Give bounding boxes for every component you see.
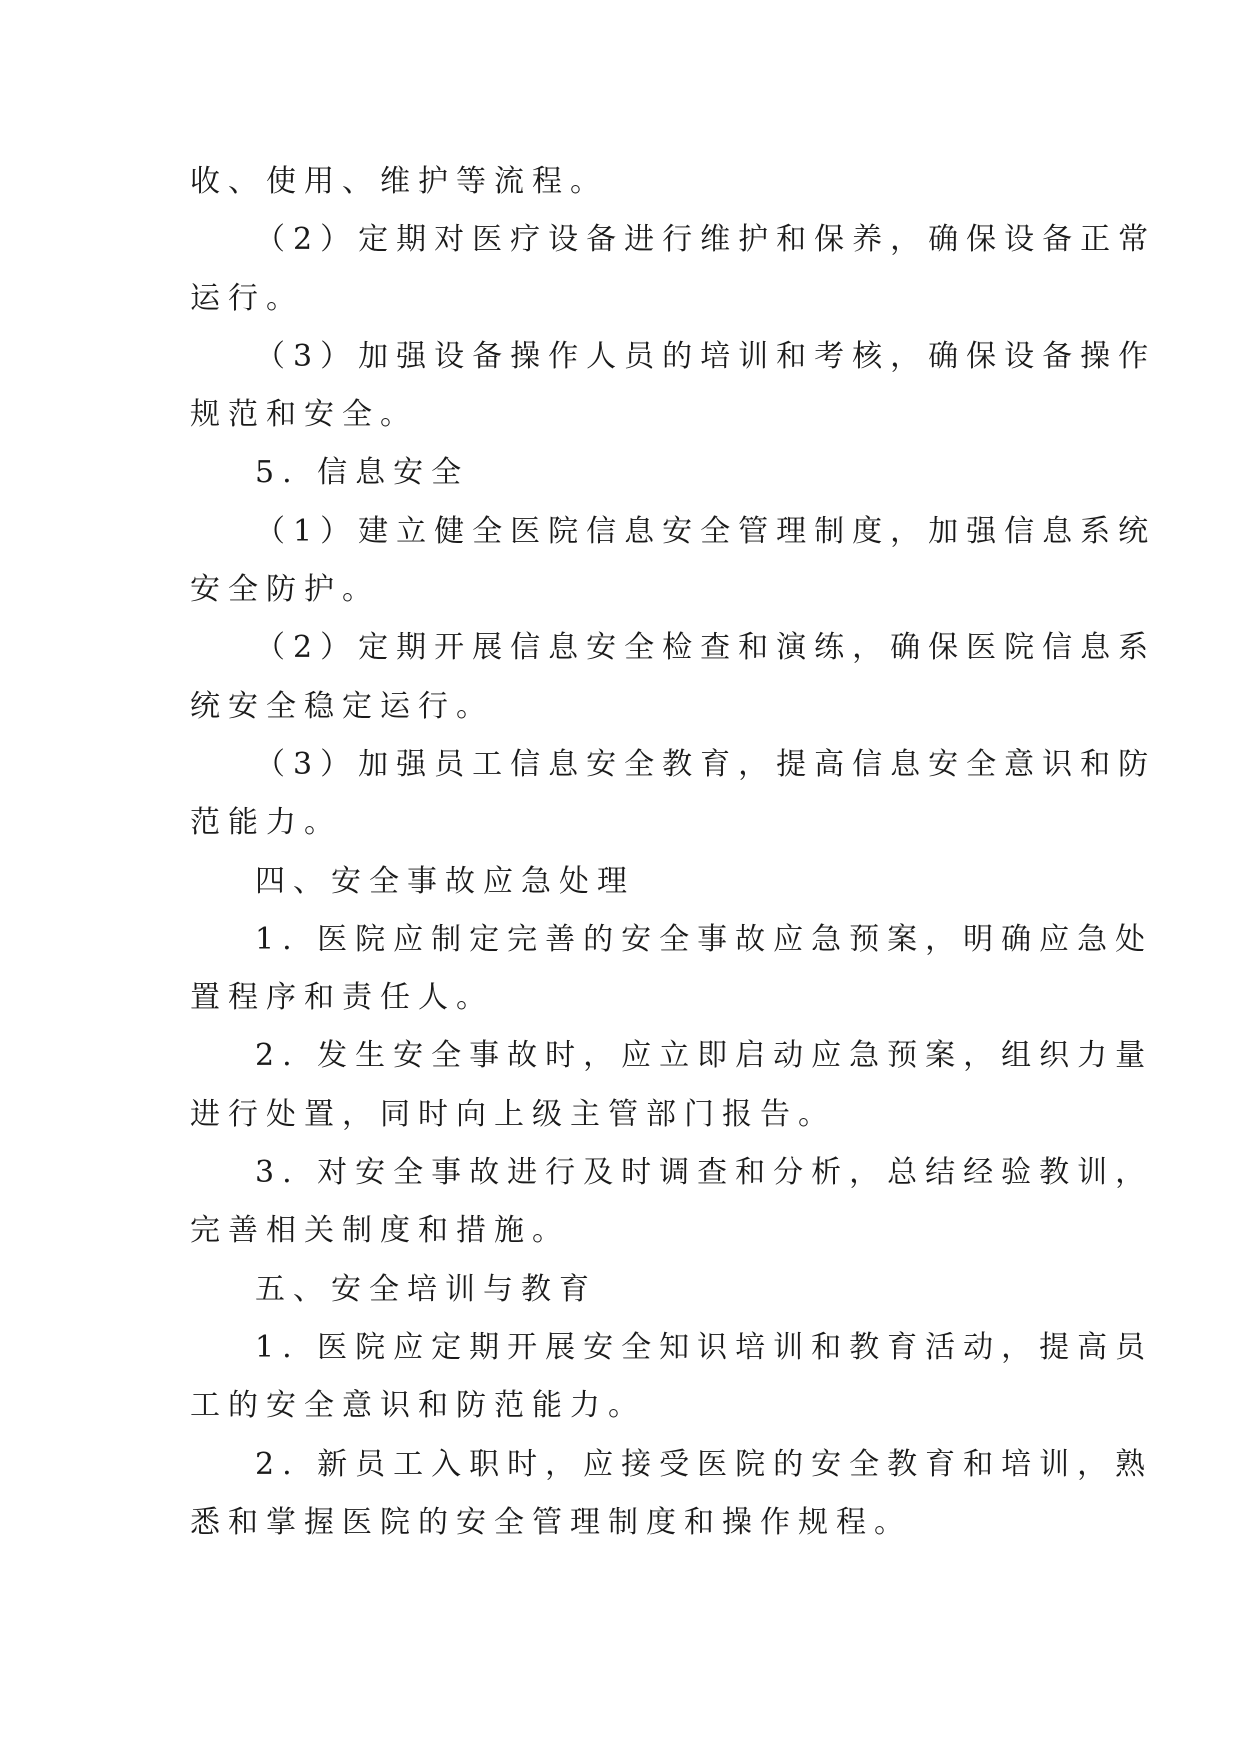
text-line: 收、使用、维护等流程。 [190,164,608,199]
text-line: 安全防护。 [190,572,380,608]
text-line: 悉和掌握医院的安全管理制度和操作规程。 [190,1504,912,1540]
text-line: 1. 医院应定期开展安全知识培训和教育活动，提高员 [255,1329,1154,1365]
text-line: （3）加强设备操作人员的培训和考核，确保设备操作 [255,338,1157,374]
text-line: 五、安全培训与教育 [255,1271,597,1307]
text-line: （1）建立健全医院信息安全管理制度，加强信息系统 [255,513,1157,549]
text-line: 2. 新员工入职时，应接受医院的安全教育和培训，熟 [255,1446,1154,1482]
text-line: 1. 医院应制定完善的安全事故应急预案，明确应急处 [255,921,1154,957]
text-line: 5. 信息安全 [255,455,470,491]
text-line: 完善相关制度和措施。 [190,1213,570,1249]
text-line: 工的安全意识和防范能力。 [190,1388,646,1424]
text-line: 3. 对安全事故进行及时调查和分析，总结经验教训， [255,1155,1154,1191]
text-line: 置程序和责任人。 [190,980,494,1016]
text-line: 运行。 [190,280,304,316]
document-body [190,153,1157,1552]
text-line: 2. 发生安全事故时，应立即启动应急预案，组织力量 [255,1038,1154,1074]
text-line: （2）定期开展信息安全检查和演练，确保医院信息系 [255,630,1157,666]
text-line: （2）定期对医疗设备进行维护和保养，确保设备正常 [255,222,1157,258]
text-line: 范能力。 [190,805,342,841]
text-line: 规范和安全。 [190,397,418,433]
text-line: 进行处置，同时向上级主管部门报告。 [190,1096,836,1132]
text-line: 四、安全事故应急处理 [255,863,635,899]
text-line: （3）加强员工信息安全教育，提高信息安全意识和防 [255,746,1157,782]
text-line: 统安全稳定运行。 [190,688,494,724]
